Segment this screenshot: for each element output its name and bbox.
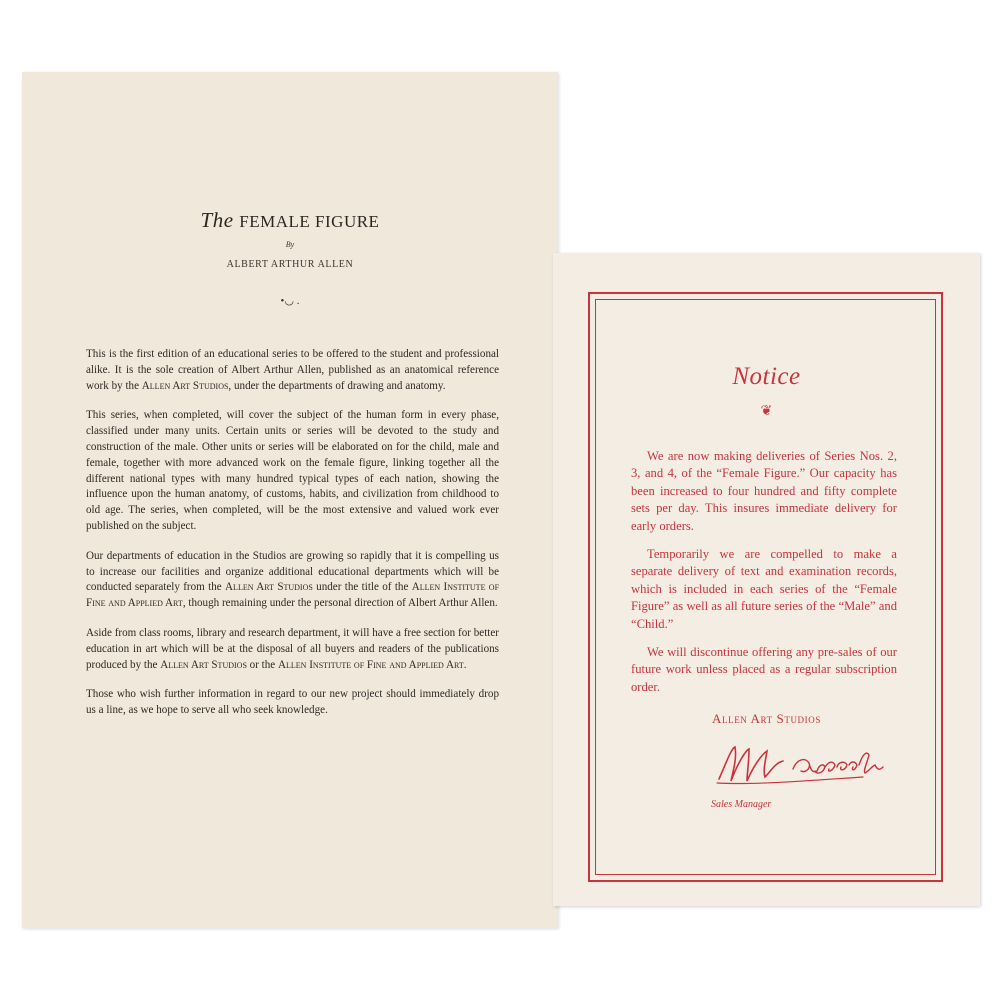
title-main: FEMALE FIGURE — [239, 212, 380, 231]
paragraph-3-text-c: under the title of the — [312, 581, 412, 594]
paragraph-1 — [86, 347, 499, 394]
paragraph-1-text-a: This is the first edition of an educational series to be offered to the student and professional alike. It is the sole creation of Albert Arthur Allen, published as an anatomical reference work by the — [86, 348, 499, 392]
paragraph-4-text-e: . — [463, 658, 467, 671]
studios-name: Allen Art Studios — [712, 711, 821, 726]
paragraph-2: This series, when completed, will cover the subject of the human form in every phase, classified under many units. Certain units or series will be devoted to the study and construction of the male. Other units or series will be elaborated on for the child, male and female, together with more advanced work on the female figure, linking together all the different national types with many hundred typical types of each nation, showing the influence upon the human anatomy, of customs, habits, and civilization from childhood to old age. The series, when completed, will be the most extensive and valued work ever published on the subject. — [86, 409, 499, 532]
document-title — [22, 208, 558, 233]
studio-name: Allen Art Studios — [141, 379, 229, 392]
paragraph-4-text-c: or the — [246, 658, 279, 671]
byline-by: By — [285, 240, 295, 249]
author-name: ALBERT ARTHUR ALLEN — [226, 259, 354, 270]
right-notice-card — [553, 253, 980, 906]
document-body — [86, 347, 499, 733]
paragraph-3-text-e: , though remaining under the personal direction of Albert Arthur Allen. — [182, 597, 498, 610]
ornament-divider: •◡ . — [280, 295, 300, 307]
sales-manager-caption: Sales Manager — [711, 799, 772, 810]
paragraph-5: Those who wish further information in regard to our new project should immediately drop us a line, as we hope to serve all who seek knowledge. — [86, 688, 499, 717]
paragraph-3-text-a: Our departments of education in the Studios are growing so rapidly that it is compelling us to increase our facilities and organize additional educational departments which will be conducted separately from the — [86, 549, 499, 594]
paragraph-3 — [86, 549, 499, 612]
paragraph-4 — [86, 626, 499, 673]
notice-paragraph-2: Temporarily we are compelled to make a separate delivery of text and examination records, which is included in each series of the “Female Figure” as well as all future series of the “Male” and “Child.” — [631, 547, 897, 631]
studio-name: Allen Art Studios — [160, 658, 247, 671]
left-document-sheet — [22, 72, 558, 928]
flourish-icon: ❦ — [760, 404, 773, 419]
notice-paragraph-3: We will discontinue offering any pre-sales of our future work unless placed as a regular subscription order. — [631, 645, 897, 694]
studio-name: Allen Art Studios — [225, 581, 313, 594]
notice-body — [631, 448, 897, 707]
notice-paragraph-1: We are now making deliveries of Series Nos. 2, 3, and 4, of the “Female Figure.” Our capacity has been increased to four hundred and fifty complete sets per day. This insures immediate delivery for early orders. — [631, 449, 897, 533]
institute-name: Allen Institute of Fine and Applied Art — [86, 581, 500, 610]
paragraph-4-text-a: Aside from class rooms, library and research department, it will have a free section for better education in art which will be at the disposal of all buyers and readers of the publications produced by the — [86, 626, 499, 671]
paragraph-1-text-c: , under the departments of drawing and anatomy. — [228, 379, 446, 392]
signature-image — [713, 741, 903, 791]
title-article: The — [200, 208, 234, 232]
notice-title: Notice — [732, 363, 801, 390]
institute-name: Allen Institute of Fine and Applied Art — [278, 658, 464, 671]
